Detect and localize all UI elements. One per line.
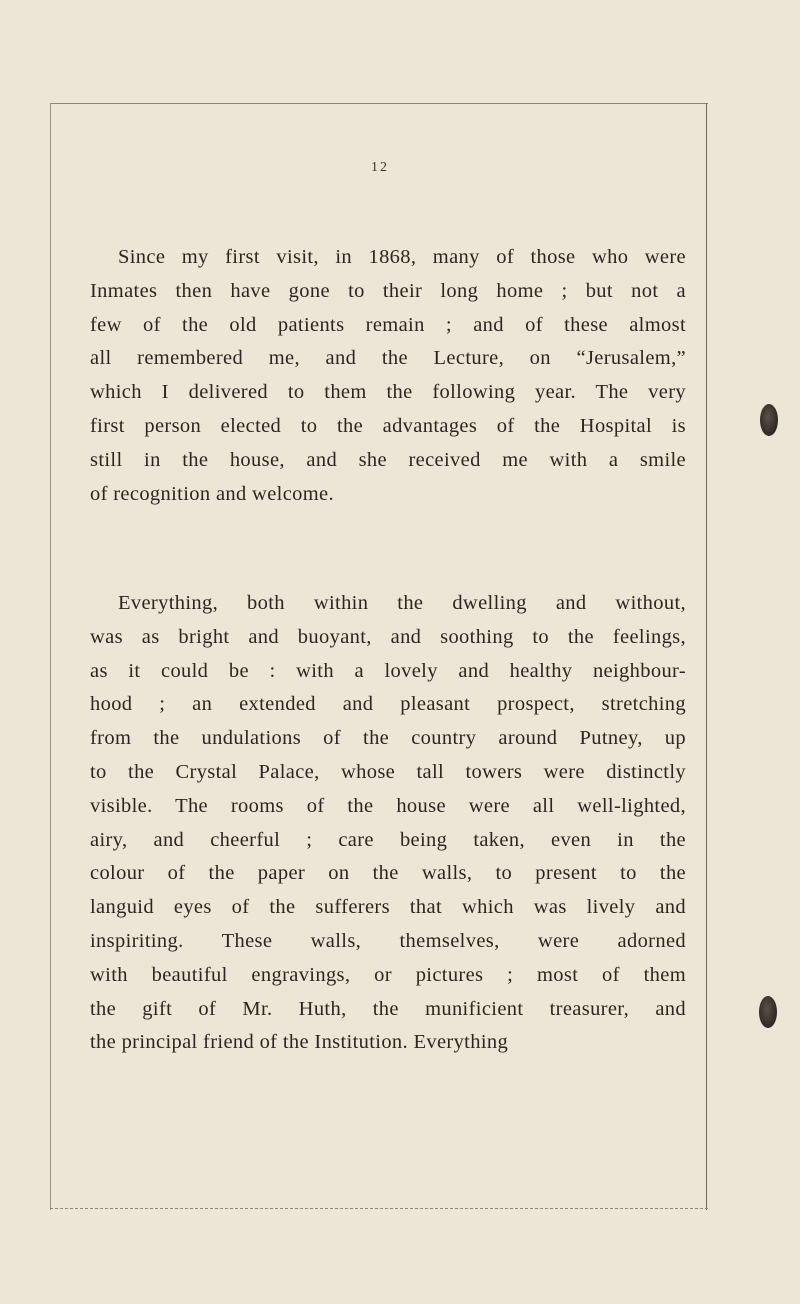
frame-left-rule xyxy=(50,103,51,1210)
text-line: the gift of Mr. Huth, the munificient treasurer, and xyxy=(90,997,686,1020)
frame-right-rule xyxy=(706,103,707,1210)
text-line: which I delivered to them the following year. The very xyxy=(90,381,686,404)
text-line: languid eyes of the sufferers that which was lively and xyxy=(90,896,686,919)
text-line: first person elected to the advantages of the Hospital is xyxy=(90,414,686,437)
text-line: visible. The rooms of the house were all well-lighted, xyxy=(90,794,686,817)
text-line: inspiriting. These walls, themselves, were adorned xyxy=(90,929,686,952)
text-line: few of the old patients remain ; and of these almost xyxy=(90,313,686,336)
text-line: hood ; an extended and pleasant prospect, stretching xyxy=(90,693,686,716)
text-line: of recognition and welcome. xyxy=(90,482,334,505)
binding-hole-top xyxy=(760,404,778,436)
text-line: was as bright and buoyant, and soothing to the feelings, xyxy=(90,625,686,648)
text-line: Everything, both within the dwelling and without, xyxy=(118,592,686,614)
text-line: Since my first visit, in 1868, many of those who were xyxy=(118,246,686,268)
page-number: 12 xyxy=(371,160,389,175)
binding-hole-bottom xyxy=(759,996,777,1028)
text-line: airy, and cheerful ; care being taken, even in the xyxy=(90,828,686,851)
text-line: still in the house, and she received me with a smile xyxy=(90,448,686,471)
frame-bottom-rule xyxy=(50,1208,708,1209)
paragraph-1 xyxy=(90,241,686,511)
text-line: the principal friend of the Institution. Everything xyxy=(90,1031,509,1054)
text-line: as it could be : with a lovely and healthy neighbour- xyxy=(90,659,686,682)
text-line: all remembered me, and the Lecture, on “Jerusalem,” xyxy=(90,347,686,370)
text-line: colour of the paper on the walls, to present to the xyxy=(90,862,686,885)
paragraph-2 xyxy=(90,587,686,1060)
text-line: from the undulations of the country around Putney, up xyxy=(90,727,686,750)
frame-top-rule xyxy=(50,103,708,104)
text-line: Inmates then have gone to their long home ; but not a xyxy=(90,279,686,302)
text-line: to the Crystal Palace, whose tall towers were distinctly xyxy=(90,760,686,783)
text-line: with beautiful engravings, or pictures ; most of them xyxy=(90,963,686,986)
